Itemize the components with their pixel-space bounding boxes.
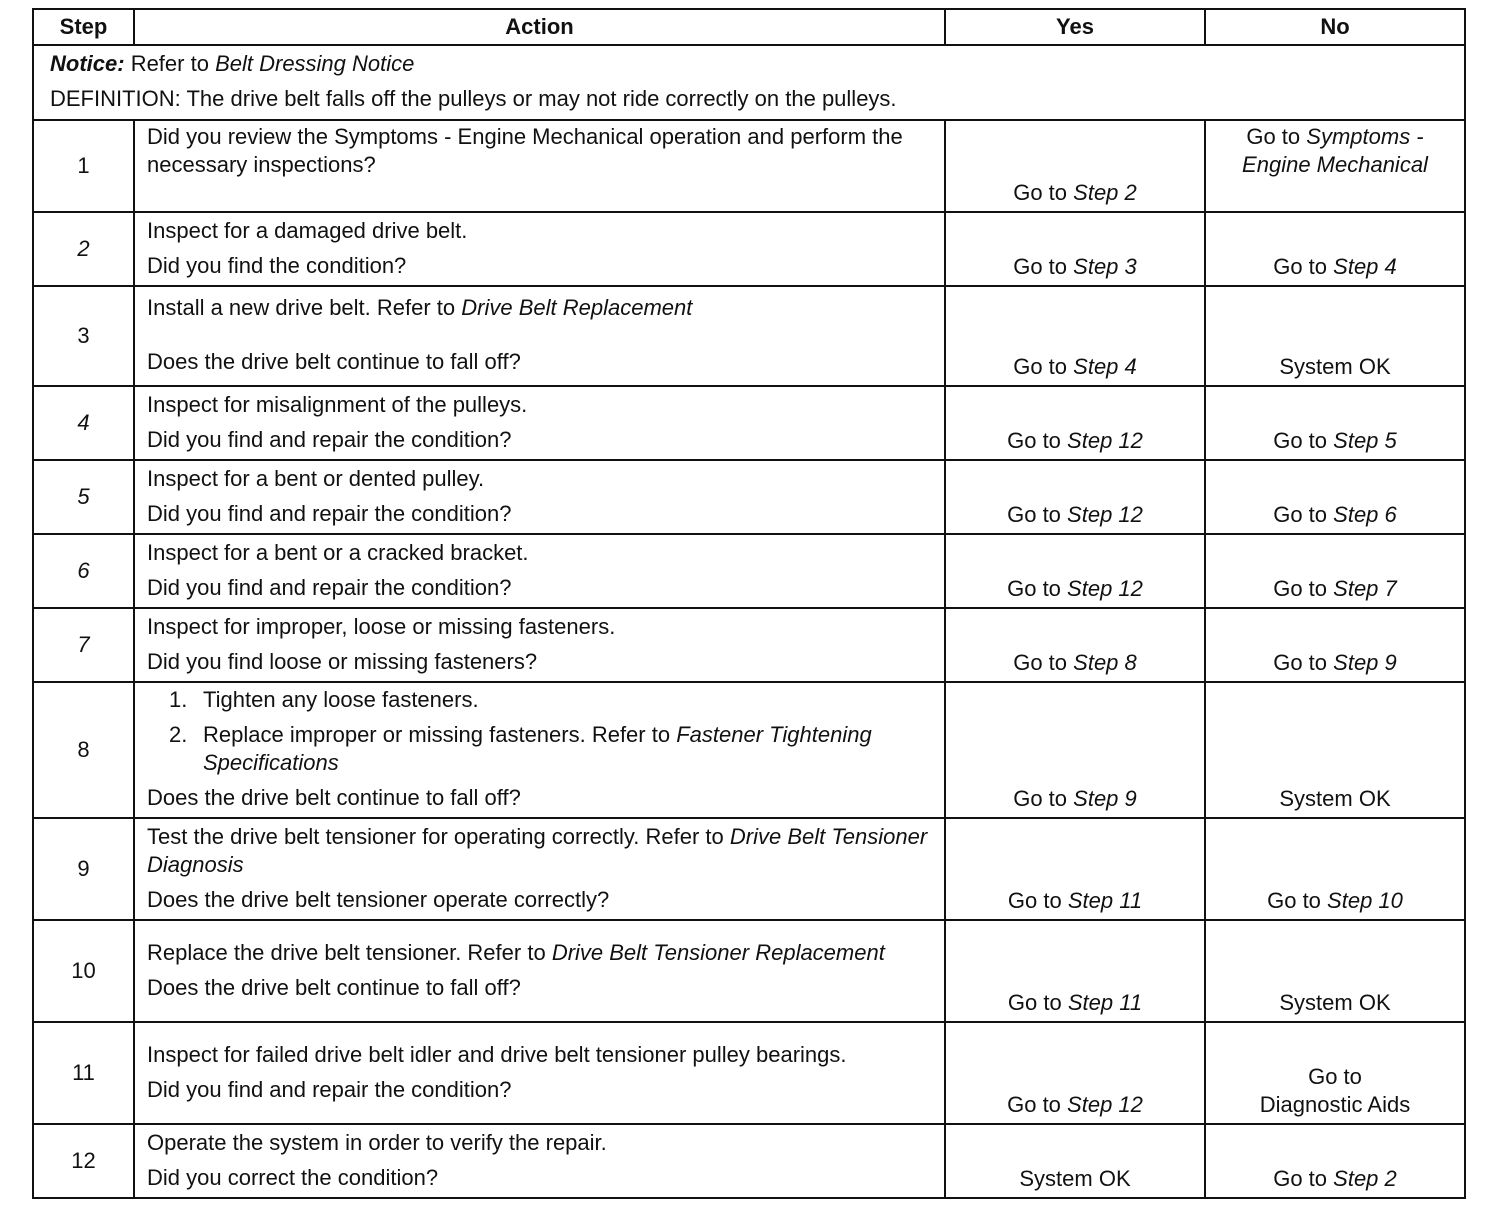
- yes-step-ref: Step 3: [1073, 254, 1137, 279]
- action-line: Operate the system in order to verify the repair.: [147, 1129, 607, 1155]
- no-cell: Go to Step 7: [1205, 534, 1465, 608]
- table-row: [33, 286, 1465, 386]
- action-cell: [134, 818, 945, 920]
- step-number: 1: [33, 120, 134, 212]
- no-cell: Go to Step 6: [1205, 460, 1465, 534]
- action-ref: Drive Belt Tensioner Diagnosis: [147, 823, 928, 877]
- step-number: 11: [33, 1022, 134, 1124]
- yes-step-ref: Step 8: [1073, 650, 1137, 675]
- no-cell: Go to Step 2: [1205, 1124, 1465, 1198]
- sub-step-item: 1. Tighten any loose fasteners.: [169, 687, 479, 712]
- yes-step-ref: Step 2: [1073, 180, 1137, 205]
- diagnostic-table-container: [32, 8, 1466, 1199]
- action-line: Inspect for a bent or a cracked bracket.: [147, 539, 529, 565]
- no-step-ref: Step 9: [1333, 650, 1397, 675]
- no-ref: Diagnostic Aids: [1259, 1092, 1411, 1117]
- table-row: [33, 212, 1465, 286]
- action-line: Inspect for a bent or dented pulley.: [147, 465, 485, 491]
- header-no: No: [1205, 9, 1465, 45]
- header-action: Action: [134, 9, 945, 45]
- action-ref: Drive Belt Tensioner Replacement: [551, 939, 885, 965]
- step-number: 2: [33, 212, 134, 286]
- no-step-ref: Step 5: [1333, 428, 1397, 453]
- action-question: Did you find loose or missing fasteners?: [147, 648, 538, 674]
- action-line: Did you review the Symptoms - Engine Mechanical operation and perform the necessary inspections?: [147, 124, 903, 177]
- action-question: Did you correct the condition?: [147, 1164, 439, 1190]
- yes-step-ref: Step 11: [1067, 990, 1143, 1015]
- notice-line: [50, 50, 1454, 78]
- yes-cell: Go to Step 12: [945, 534, 1205, 608]
- table-row: [33, 1022, 1465, 1124]
- step-number: 7: [33, 608, 134, 682]
- no-step-ref: Step 2: [1333, 1166, 1397, 1191]
- no-step-ref: Step 4: [1333, 254, 1397, 279]
- action-question: Does the drive belt continue to fall off?: [147, 785, 521, 810]
- no-cell: System OK: [1205, 682, 1465, 818]
- action-cell: [134, 120, 945, 212]
- action-question: Does the drive belt tensioner operate correctly?: [147, 886, 610, 912]
- action-line: Test the drive belt tensioner for operating correctly. Refer to Drive Belt Tensioner Diagnosis: [147, 823, 928, 877]
- step-number: 6: [33, 534, 134, 608]
- step-number: 3: [33, 286, 134, 386]
- no-cell: Go to Diagnostic Aids: [1205, 1022, 1465, 1124]
- table-row: [33, 1124, 1465, 1198]
- no-cell: Go to Step 4: [1205, 212, 1465, 286]
- header-step: Step: [33, 9, 134, 45]
- no-step-ref: Step 6: [1333, 502, 1397, 527]
- yes-cell: Go to Step 12: [945, 1022, 1205, 1124]
- step-number: 9: [33, 818, 134, 920]
- action-cell: [134, 534, 945, 608]
- definition-line: DEFINITION: The drive belt falls off the pulleys or may not ride correctly on the pulleys.: [50, 86, 897, 111]
- action-question: Did you find the condition?: [147, 252, 407, 278]
- action-question: Did you find and repair the condition?: [147, 574, 512, 600]
- action-cell: [134, 608, 945, 682]
- action-question: Did you find and repair the condition?: [147, 1076, 512, 1102]
- diagnostic-table: [32, 8, 1466, 1199]
- table-row: [33, 682, 1465, 818]
- yes-cell: Go to Step 4: [945, 286, 1205, 386]
- yes-cell: Go to Step 2: [945, 120, 1205, 212]
- no-cell: System OK: [1205, 286, 1465, 386]
- yes-cell: Go to Step 11: [945, 818, 1205, 920]
- action-cell: [134, 386, 945, 460]
- notice-text: Refer to: [130, 51, 209, 76]
- yes-step-ref: Step 4: [1073, 354, 1137, 379]
- action-question: Did you find and repair the condition?: [147, 426, 512, 452]
- yes-cell: System OK: [945, 1124, 1205, 1198]
- table-row: [33, 534, 1465, 608]
- action-cell: [134, 286, 945, 386]
- no-ref: Symptoms - Engine Mechanical: [1242, 124, 1428, 177]
- no-step-ref: Step 10: [1327, 888, 1403, 913]
- action-ref: Fastener Tightening Specifications: [203, 722, 872, 775]
- action-question: Does the drive belt continue to fall off?: [147, 349, 521, 374]
- action-line: Inspect for misalignment of the pulleys.: [147, 391, 528, 417]
- table-row: [33, 120, 1465, 212]
- action-cell: [134, 460, 945, 534]
- yes-cell: Go to Step 12: [945, 386, 1205, 460]
- action-line: Inspect for improper, loose or missing fasteners.: [147, 613, 616, 639]
- action-question: Did you find and repair the condition?: [147, 500, 512, 526]
- sub-step-list: [147, 686, 934, 777]
- no-step-ref: Step 7: [1333, 576, 1397, 601]
- notice-row: [33, 45, 1465, 120]
- header-row: [33, 9, 1465, 45]
- action-line: Inspect for failed drive belt idler and drive belt tensioner pulley bearings.: [147, 1041, 847, 1067]
- yes-cell: Go to Step 12: [945, 460, 1205, 534]
- action-cell: [134, 920, 945, 1022]
- yes-cell: Go to Step 8: [945, 608, 1205, 682]
- yes-step-ref: Step 12: [1067, 576, 1143, 601]
- action-ref: Drive Belt Replacement: [461, 295, 693, 320]
- yes-cell: Go to Step 9: [945, 682, 1205, 818]
- header-yes: Yes: [945, 9, 1205, 45]
- notice-ref: Belt Dressing Notice: [215, 51, 415, 76]
- sub-step-item: 2. Replace improper or missing fasteners. Refer to Fastener Tightening Specifications: [169, 722, 872, 775]
- action-cell: [134, 1124, 945, 1198]
- table-row: [33, 460, 1465, 534]
- no-cell: Go to Step 5: [1205, 386, 1465, 460]
- yes-step-ref: Step 12: [1067, 1092, 1143, 1117]
- notice-label: Notice:: [50, 51, 125, 76]
- yes-step-ref: Step 9: [1073, 786, 1137, 811]
- yes-step-ref: Step 12: [1067, 502, 1143, 527]
- table-row: [33, 818, 1465, 920]
- table-row: [33, 920, 1465, 1022]
- yes-cell: Go to Step 11: [945, 920, 1205, 1022]
- no-cell: System OK: [1205, 920, 1465, 1022]
- step-number: 4: [33, 386, 134, 460]
- action-line: Install a new drive belt. Refer to Drive Belt Replacement: [147, 295, 693, 320]
- yes-cell: Go to Step 3: [945, 212, 1205, 286]
- step-number: 5: [33, 460, 134, 534]
- no-cell: Go to Step 9: [1205, 608, 1465, 682]
- action-cell: [134, 682, 945, 818]
- yes-step-ref: Step 12: [1067, 428, 1143, 453]
- table-row: [33, 608, 1465, 682]
- notice-cell: [33, 45, 1465, 120]
- no-cell: Go to Step 10: [1205, 818, 1465, 920]
- step-number: 12: [33, 1124, 134, 1198]
- step-number: 10: [33, 920, 134, 1022]
- yes-step-ref: Step 11: [1067, 888, 1143, 913]
- no-cell: Go to Symptoms - Engine Mechanical: [1205, 120, 1465, 212]
- step-number: 8: [33, 682, 134, 818]
- action-line: Replace the drive belt tensioner. Refer to Drive Belt Tensioner Replacement: [147, 939, 885, 965]
- action-question: Does the drive belt continue to fall off?: [147, 974, 521, 1000]
- action-cell: [134, 212, 945, 286]
- action-line: Inspect for a damaged drive belt.: [147, 217, 468, 243]
- action-cell: [134, 1022, 945, 1124]
- table-row: [33, 386, 1465, 460]
